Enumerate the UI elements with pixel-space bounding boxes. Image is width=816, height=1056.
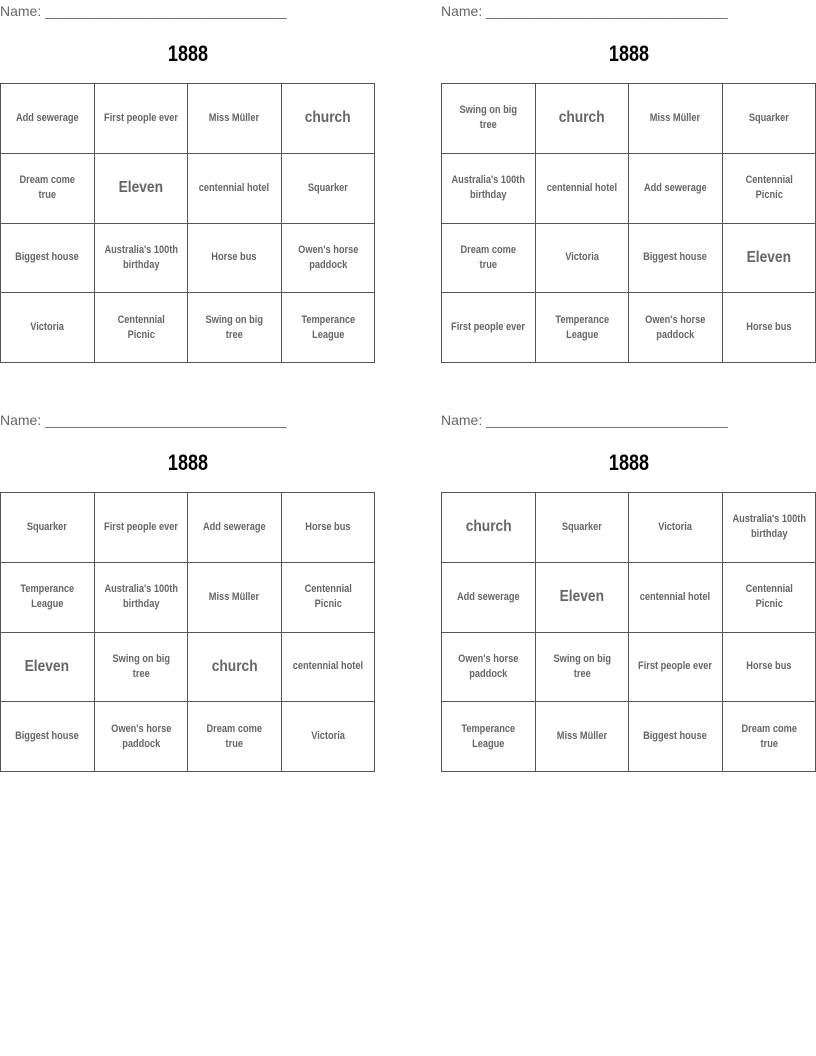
bingo-cell xyxy=(442,493,536,563)
bingo-cell-text: Centennial Picnic xyxy=(304,583,352,611)
name-field[interactable]: Name: _______________________________ xyxy=(0,412,287,428)
bingo-cell-text: Owen's horse paddock xyxy=(110,722,171,750)
bingo-cell-text: Miss Müller xyxy=(209,590,260,603)
name-field[interactable]: Name: _______________________________ xyxy=(441,3,728,19)
bingo-cell-text: Centennial Picnic xyxy=(745,583,793,611)
bingo-cell-text: Centennial Picnic xyxy=(117,313,165,341)
bingo-cell xyxy=(95,84,189,154)
bingo-cell xyxy=(536,293,630,363)
bingo-cell xyxy=(723,84,816,154)
bingo-cell xyxy=(282,224,376,294)
bingo-cell-text: First people ever xyxy=(103,520,178,533)
bingo-cell-text: church xyxy=(304,109,351,127)
bingo-cell-text: centennial hotel xyxy=(199,181,270,194)
bingo-cell-text: Centennial Picnic xyxy=(745,174,793,202)
bingo-cell-text: Squarker xyxy=(27,520,68,533)
bingo-cell-text: Owen's horse paddock xyxy=(645,313,706,341)
bingo-cell xyxy=(723,493,816,563)
bingo-cell xyxy=(442,702,536,772)
bingo-cell xyxy=(282,702,376,772)
bingo-cell xyxy=(95,224,189,294)
bingo-cell xyxy=(629,293,723,363)
bingo-cell-text: church xyxy=(211,657,258,675)
card-title: 1888 xyxy=(167,450,209,475)
bingo-cell-text: Squarker xyxy=(307,181,348,194)
bingo-cell-text: Victoria xyxy=(658,520,693,533)
card-title: 1888 xyxy=(608,450,650,475)
bingo-cell-text: Swing on big tree xyxy=(459,104,517,132)
bingo-cell-text: Horse bus xyxy=(746,321,792,334)
bingo-cell xyxy=(442,224,536,294)
bingo-cell xyxy=(629,493,723,563)
bingo-cell xyxy=(188,293,282,363)
bingo-cell-text: Add sewerage xyxy=(202,520,266,533)
bingo-cell-text: Temperance League xyxy=(20,583,75,611)
bingo-cell xyxy=(629,633,723,703)
bingo-cell-text: Eleven xyxy=(559,588,604,606)
bingo-cell xyxy=(536,84,630,154)
bingo-cell-text: Squarker xyxy=(561,520,602,533)
bingo-cell-text: Horse bus xyxy=(746,660,792,673)
bingo-cell xyxy=(282,293,376,363)
bingo-cell-text: Eleven xyxy=(25,657,70,675)
bingo-cell xyxy=(629,224,723,294)
bingo-cell xyxy=(188,633,282,703)
bingo-cell xyxy=(188,224,282,294)
bingo-cell xyxy=(536,493,630,563)
bingo-cell xyxy=(95,154,189,224)
bingo-cell-text: church xyxy=(465,518,512,536)
bingo-cell xyxy=(188,84,282,154)
card-title: 1888 xyxy=(167,41,209,66)
bingo-cell-text: Temperance League xyxy=(554,313,609,341)
bingo-cell-text: Australia's 100th birthday xyxy=(451,174,526,202)
bingo-cell-text: Add sewerage xyxy=(643,181,707,194)
bingo-cell-text: Australia's 100th birthday xyxy=(731,513,806,541)
bingo-cell xyxy=(1,154,95,224)
bingo-cell xyxy=(442,293,536,363)
bingo-cell-text: Miss Müller xyxy=(209,111,260,124)
bingo-cell-text: Dream come true xyxy=(19,174,75,202)
bingo-cell-text: Victoria xyxy=(564,251,599,264)
bingo-cell xyxy=(95,563,189,633)
bingo-cell-text: Swing on big tree xyxy=(112,652,170,680)
bingo-cell-text: centennial hotel xyxy=(292,660,363,673)
bingo-cell xyxy=(536,563,630,633)
bingo-cell-text: Add sewerage xyxy=(15,111,79,124)
card-title: 1888 xyxy=(608,41,650,66)
bingo-grid xyxy=(0,492,375,772)
bingo-cell xyxy=(95,702,189,772)
bingo-cell xyxy=(188,702,282,772)
bingo-cell xyxy=(536,224,630,294)
bingo-cell-text: Swing on big tree xyxy=(553,652,611,680)
bingo-cell-text: Horse bus xyxy=(211,251,257,264)
bingo-cell-text: First people ever xyxy=(451,321,526,334)
bingo-cell xyxy=(1,493,95,563)
bingo-cell xyxy=(723,154,816,224)
bingo-grid xyxy=(441,83,816,363)
bingo-cell-text: Miss Müller xyxy=(556,730,607,743)
bingo-cell-text: Biggest house xyxy=(643,730,708,743)
bingo-cell-text: Squarker xyxy=(748,111,789,124)
bingo-cell xyxy=(536,154,630,224)
bingo-cell xyxy=(1,84,95,154)
name-field[interactable]: Name: _______________________________ xyxy=(0,3,287,19)
bingo-cell xyxy=(188,493,282,563)
bingo-cell-text: Dream come true xyxy=(460,243,516,271)
bingo-cell xyxy=(1,633,95,703)
bingo-cell-text: First people ever xyxy=(638,660,713,673)
bingo-cell-text: Australia's 100th birthday xyxy=(103,583,178,611)
bingo-cell xyxy=(442,563,536,633)
name-field[interactable]: Name: _______________________________ xyxy=(441,412,728,428)
bingo-cell xyxy=(282,84,376,154)
bingo-cell xyxy=(629,154,723,224)
bingo-cell xyxy=(1,563,95,633)
bingo-cell-text: Horse bus xyxy=(305,520,351,533)
bingo-cell-text: Eleven xyxy=(118,179,163,197)
bingo-cell xyxy=(723,633,816,703)
bingo-cell-text: Victoria xyxy=(30,321,65,334)
bingo-cell-text: Biggest house xyxy=(643,251,708,264)
bingo-cell xyxy=(442,633,536,703)
bingo-cell xyxy=(282,154,376,224)
bingo-cell-text: Owen's horse paddock xyxy=(297,243,358,271)
bingo-cell-text: Victoria xyxy=(310,730,345,743)
bingo-cell-text: Temperance League xyxy=(461,722,516,750)
bingo-cell-text: Swing on big tree xyxy=(205,313,263,341)
bingo-cell xyxy=(282,493,376,563)
bingo-cell-text: church xyxy=(558,109,605,127)
bingo-cell-text: Australia's 100th birthday xyxy=(103,243,178,271)
bingo-cell xyxy=(723,702,816,772)
bingo-grid xyxy=(441,492,816,772)
bingo-cell xyxy=(95,493,189,563)
bingo-cell xyxy=(629,563,723,633)
bingo-grid xyxy=(0,83,375,363)
bingo-cell xyxy=(282,633,376,703)
bingo-cell xyxy=(188,154,282,224)
bingo-cell xyxy=(723,563,816,633)
bingo-cell-text: centennial hotel xyxy=(640,590,711,603)
bingo-cell xyxy=(536,633,630,703)
bingo-cell-text: Temperance League xyxy=(300,313,355,341)
bingo-cell-text: Dream come true xyxy=(206,722,262,750)
bingo-cell xyxy=(282,563,376,633)
bingo-cell xyxy=(442,154,536,224)
bingo-cell xyxy=(536,702,630,772)
bingo-cell xyxy=(723,293,816,363)
bingo-cell xyxy=(1,702,95,772)
bingo-cell-text: Owen's horse paddock xyxy=(458,652,519,680)
bingo-cell xyxy=(723,224,816,294)
bingo-cell-text: Biggest house xyxy=(15,730,80,743)
bingo-cell-text: Eleven xyxy=(746,248,791,266)
bingo-cell xyxy=(1,293,95,363)
bingo-cell-text: Dream come true xyxy=(741,722,797,750)
bingo-cell xyxy=(629,702,723,772)
bingo-cell-text: Miss Müller xyxy=(650,111,701,124)
bingo-cell xyxy=(442,84,536,154)
bingo-cell xyxy=(1,224,95,294)
bingo-cell xyxy=(188,563,282,633)
bingo-cell xyxy=(95,633,189,703)
bingo-cell xyxy=(629,84,723,154)
bingo-cell-text: centennial hotel xyxy=(546,181,617,194)
bingo-cell xyxy=(95,293,189,363)
bingo-cell-text: First people ever xyxy=(103,111,178,124)
bingo-cell-text: Biggest house xyxy=(15,251,80,264)
bingo-cell-text: Add sewerage xyxy=(456,590,520,603)
